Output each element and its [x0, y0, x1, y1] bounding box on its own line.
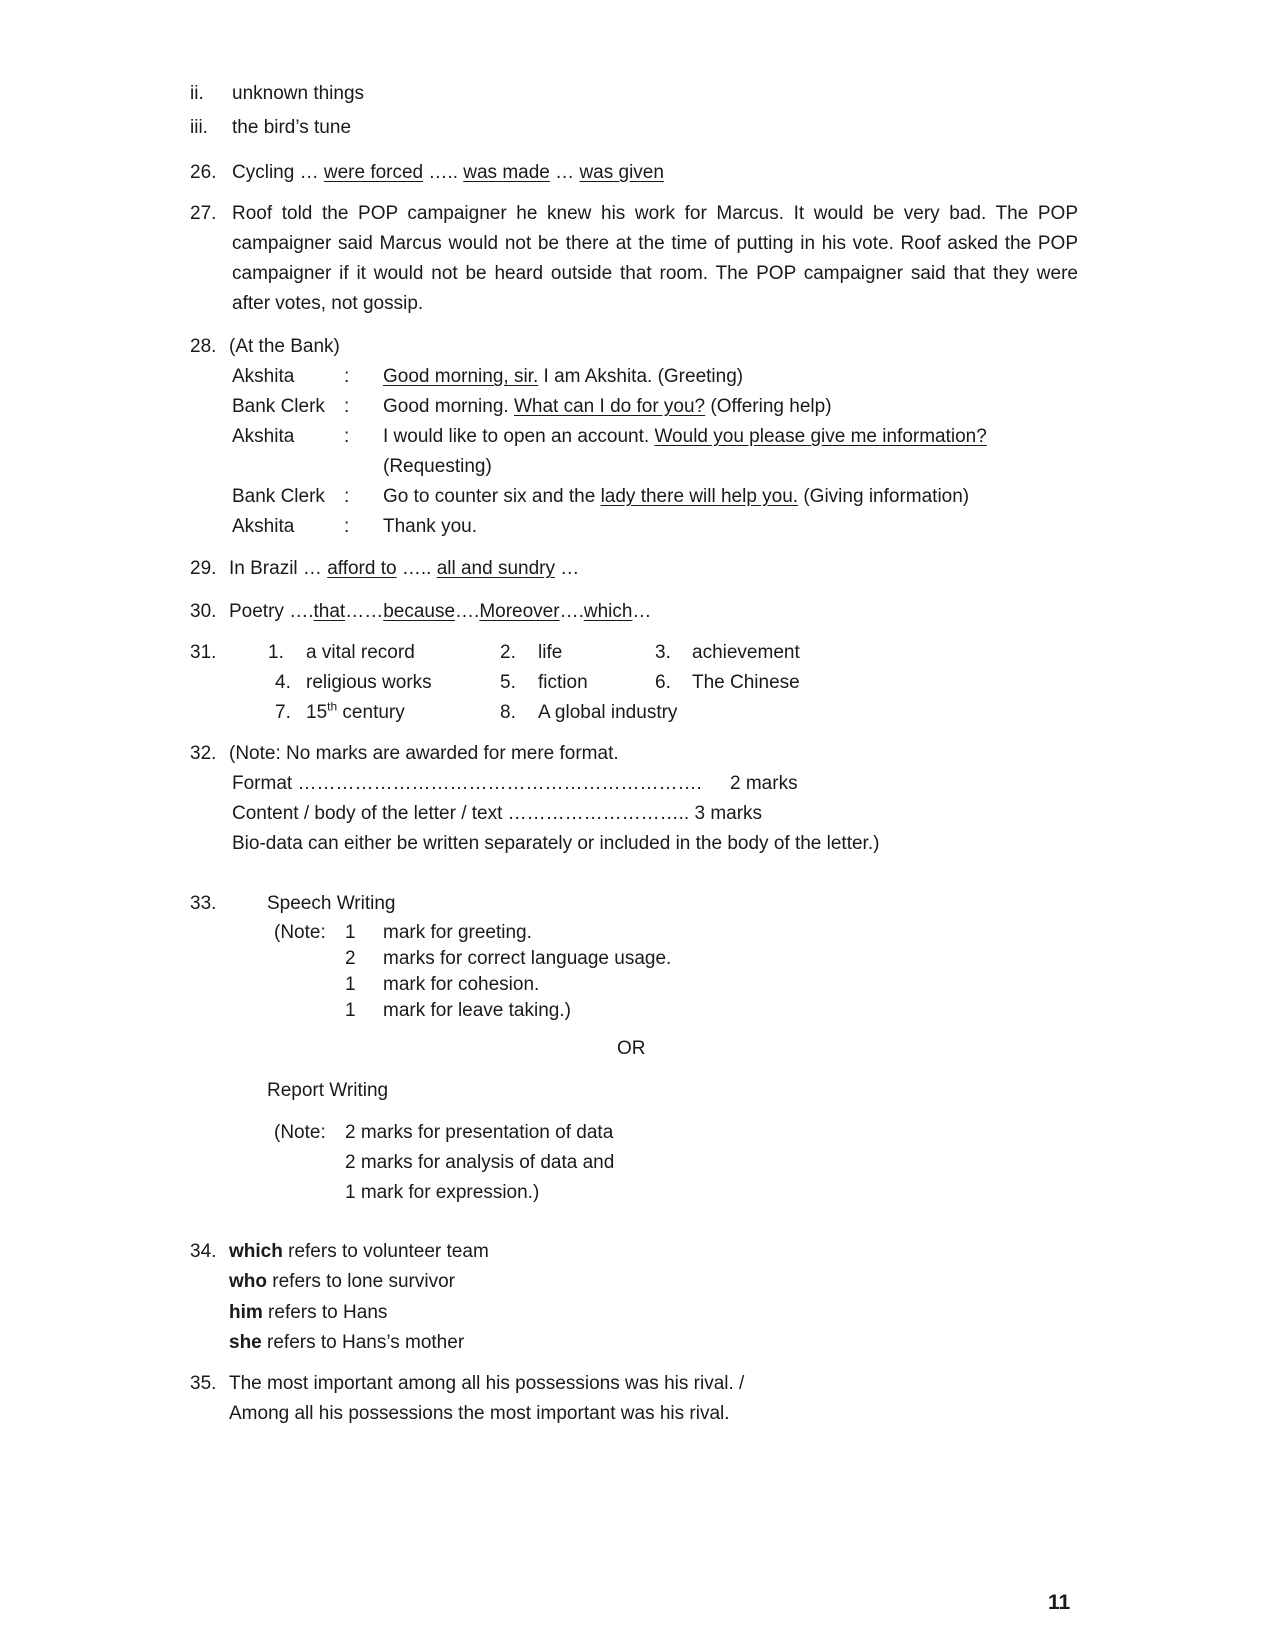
speaker-name: Akshita: [232, 426, 295, 447]
question-number: 27.: [190, 203, 217, 224]
answer-word: religious works: [306, 672, 432, 693]
reference-line: which refers to volunteer team: [229, 1241, 489, 1262]
item-number: 5.: [500, 672, 516, 693]
item-number: 4.: [275, 672, 291, 693]
question-number: 29.: [190, 558, 217, 579]
marks-description: marks for correct language usage.: [383, 948, 672, 969]
marks-description: mark for greeting.: [383, 922, 532, 943]
reference-line: she refers to Hans’s mother: [229, 1332, 465, 1353]
answer-text: unknown things: [232, 83, 365, 104]
marks-description: mark for cohesion.: [383, 974, 540, 995]
answer-line: The most important among all his possessions was his rival. /: [229, 1373, 745, 1394]
marks-number: 1: [345, 974, 356, 995]
page-number: 11: [1048, 1591, 1071, 1614]
item-number: 1.: [268, 642, 284, 663]
answer-word: life: [538, 642, 563, 663]
speaker-name: Bank Clerk: [232, 486, 325, 507]
marks-number: 1: [345, 922, 356, 943]
answer-line: Cycling … were forced ….. was made … was given: [232, 162, 664, 183]
item-number: 3.: [655, 642, 671, 663]
item-number: 7.: [275, 702, 291, 723]
reported-speech-paragraph: Roof told the POP campaigner he knew his work for Marcus. It would be very bad. The POP campaigner said Marcus would not be there at the time of putting in his vote. Roof asked the POP campaigner if it would not be heard outside that room. The POP campaigner said that they were after votes, not gossip.: [232, 203, 1078, 314]
item-number: 2.: [500, 642, 516, 663]
dialogue-line: I would like to open an account. Would you please give me information?: [383, 426, 987, 447]
speaker-colon: :: [344, 396, 350, 417]
dialogue-line: Go to counter six and the lady there will help you. (Giving information): [383, 486, 970, 507]
marks-description: mark for leave taking.): [383, 1000, 571, 1021]
dialogue-line: Thank you.: [383, 516, 477, 537]
answer-word: A global industry: [538, 702, 678, 723]
dialogue-heading: (At the Bank): [229, 336, 340, 357]
answer-word: 15th century: [306, 699, 405, 723]
biodata-note: Bio-data can either be written separately or included in the body of the letter.): [232, 833, 880, 854]
question-number: 30.: [190, 601, 217, 622]
question-number: 33.: [190, 893, 217, 914]
item-number: ii.: [190, 83, 204, 104]
marks-description: 2 marks for presentation of data: [345, 1122, 614, 1143]
or-divider: OR: [617, 1038, 646, 1059]
section-title: Report Writing: [267, 1080, 389, 1101]
speaker-colon: :: [344, 366, 350, 387]
item-number: iii.: [190, 117, 208, 138]
answer-word: a vital record: [306, 642, 415, 663]
speaker-name: Akshita: [232, 366, 295, 387]
answer-word: achievement: [692, 642, 800, 663]
question-number: 26.: [190, 162, 217, 183]
speaker-name: Bank Clerk: [232, 396, 325, 417]
answer-line: Among all his possessions the most important was his rival.: [229, 1403, 730, 1424]
question-number: 35.: [190, 1373, 217, 1394]
speaker-colon: :: [344, 426, 350, 447]
reference-line: who refers to lone survivor: [229, 1271, 455, 1292]
marks-description: 1 mark for expression.): [345, 1182, 540, 1203]
answer-line: In Brazil … afford to ….. all and sundry …: [229, 558, 580, 579]
marks-number: 2: [345, 948, 356, 969]
dialogue-line: Good morning. What can I do for you? (Offering help): [383, 396, 832, 417]
answer-word: fiction: [538, 672, 588, 693]
question-number: 32.: [190, 743, 217, 764]
note-open: (Note:: [274, 922, 326, 943]
answer-line: Poetry ….that……because….Moreover….which…: [229, 601, 652, 622]
question-number: 34.: [190, 1241, 217, 1262]
item-number: 6.: [655, 672, 671, 693]
dialogue-line-continuation: (Requesting): [383, 456, 492, 477]
speaker-colon: :: [344, 516, 350, 537]
marks-description: 2 marks for analysis of data and: [345, 1152, 615, 1173]
question-number: 28.: [190, 336, 217, 357]
speaker-name: Akshita: [232, 516, 295, 537]
question-number: 31.: [190, 642, 217, 663]
speaker-colon: :: [344, 486, 350, 507]
answer-text: the bird’s tune: [232, 117, 352, 138]
reference-line: him refers to Hans: [229, 1302, 388, 1323]
answer-word: The Chinese: [692, 672, 800, 693]
dialogue-line: Good morning, sir. I am Akshita. (Greeting): [383, 366, 744, 387]
note-open: (Note:: [274, 1122, 326, 1143]
section-title: Speech Writing: [267, 893, 396, 914]
format-marks: 2 marks: [730, 773, 798, 794]
marking-note: (Note: No marks are awarded for mere format.: [229, 743, 619, 764]
content-line: Content / body of the letter / text ……………………….. 3 marks: [232, 803, 763, 824]
marks-number: 1: [345, 1000, 356, 1021]
item-number: 8.: [500, 702, 516, 723]
format-line: Format ……………………………………………………….: [232, 773, 702, 794]
